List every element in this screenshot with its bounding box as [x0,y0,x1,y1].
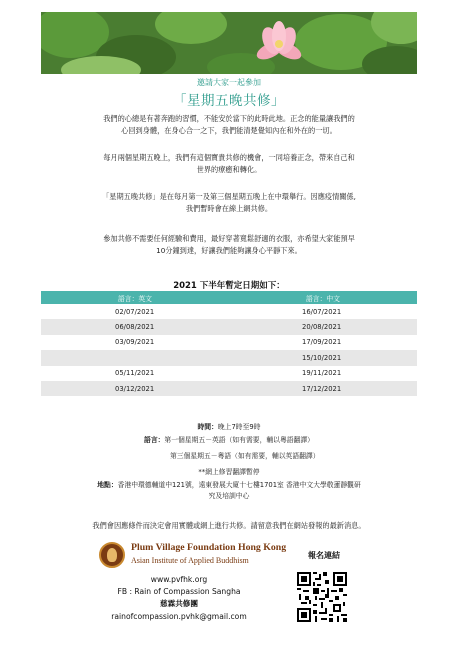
lotus-banner-image [41,12,417,74]
update-note: 我們會因應條件而決定會用實體或網上進行共修。請留意我們在網站發報的最新消息。 [92,521,366,530]
address-label: 地點： [97,481,118,489]
date-english: 03/09/2021 [41,335,229,350]
date-english: 03/12/2021 [41,381,229,396]
paragraph-line: 世界的療癒和轉化。 [196,164,262,174]
website-link[interactable]: www.pvfhk.org [150,575,208,584]
invite-line: 邀請大家一起參加 [197,78,261,87]
address-info [0,480,458,502]
time-info [0,422,458,433]
facebook-info: FB : Rain of Compassion Sangha [117,587,241,596]
table-row [41,335,417,350]
table-header-row [41,291,417,304]
date-chinese: 20/08/2021 [229,319,417,334]
paragraph-line: 10分鐘到達，好讓我們能夠讓身心平靜下來。 [156,245,302,255]
paragraph-line: 「星期五晚共修」是在每月第一及第三個星期五晚上在中環舉行。因應疫情關係, [102,192,356,201]
paragraph-line: 每月兩個星期五晚上，我們有這個寶貴共修的機會，一同培養正念，帶來自己和 [103,153,355,162]
logo-name: Plum Village Foundation Hong Kong [131,542,287,553]
paragraph-mindfulness [0,113,458,136]
sangha-name: 慈霖共修團 [160,599,198,608]
schedule-title: 2021 下半年暫定日期如下： [173,281,285,291]
time-value: 晚上7時至9時 [217,423,261,431]
date-chinese: 19/11/2021 [229,366,417,381]
logo-subtitle: Asian Institute of Applied Buddhism [131,556,249,565]
date-chinese: 16/07/2021 [229,304,417,319]
registration-label: 報名連結 [308,551,340,560]
date-chinese: 15/10/2021 [229,350,417,365]
paragraph-line: 我們的心總是有著奔跑的習慣，不能安於當下的此時此地。正念的能量讓我們的 [103,114,355,123]
date-chinese: 17/09/2021 [229,335,417,350]
email-link[interactable]: rainofcompassion.pvhk@gmail.com [111,612,247,621]
paragraph-line: 心回到身體，在身心合一之下，我們能清楚覺知內在和外在的一切。 [121,125,337,135]
time-label: 時間： [197,423,218,431]
online-translation-note: **網上修習翻譯暫停 [198,468,260,476]
paragraph-schedule-info [0,191,458,214]
date-english: 02/07/2021 [41,304,229,319]
language-label: 語言： [144,436,165,444]
header-chinese: 語言：中文 [229,291,417,304]
language-third-friday: 第三個星期五－粵語（如有需要，輔以英語翻譯） [170,452,320,460]
table-row [41,350,417,365]
registration-qr-code[interactable] [297,572,347,622]
language-info [0,435,458,446]
paragraph-line: 參加共修不需要任何經驗和費用，最好穿著寬鬆舒適的衣服，亦希望大家能預早 [103,234,355,243]
table-row [41,381,417,396]
event-title: 「星期五晚共修」 [173,93,285,109]
date-chinese: 17/12/2021 [229,381,417,396]
paragraph-participation [0,233,458,256]
plum-village-logo [99,542,287,572]
date-english: 06/08/2021 [41,319,229,334]
address-line: 究及培訓中心 [208,492,250,500]
date-english [41,350,229,365]
schedule-table [41,291,417,396]
table-row [41,366,417,381]
paragraph-line: 我們暫時會在線上網共修。 [185,203,273,213]
header-english: 語言：英文 [41,291,229,304]
language-first-friday: 第一個星期五－英語（如有需要，輔以粵語翻譯） [164,436,314,444]
table-row [41,319,417,334]
address-line: 香港中環德輔道中121號，遠東發展大廈十七樓1701室 香港中文大學敬蓮靜觀研 [117,481,361,489]
date-english: 05/11/2021 [41,366,229,381]
table-row [41,304,417,319]
paragraph-practice [0,152,458,175]
buddha-emblem-icon [99,542,125,568]
